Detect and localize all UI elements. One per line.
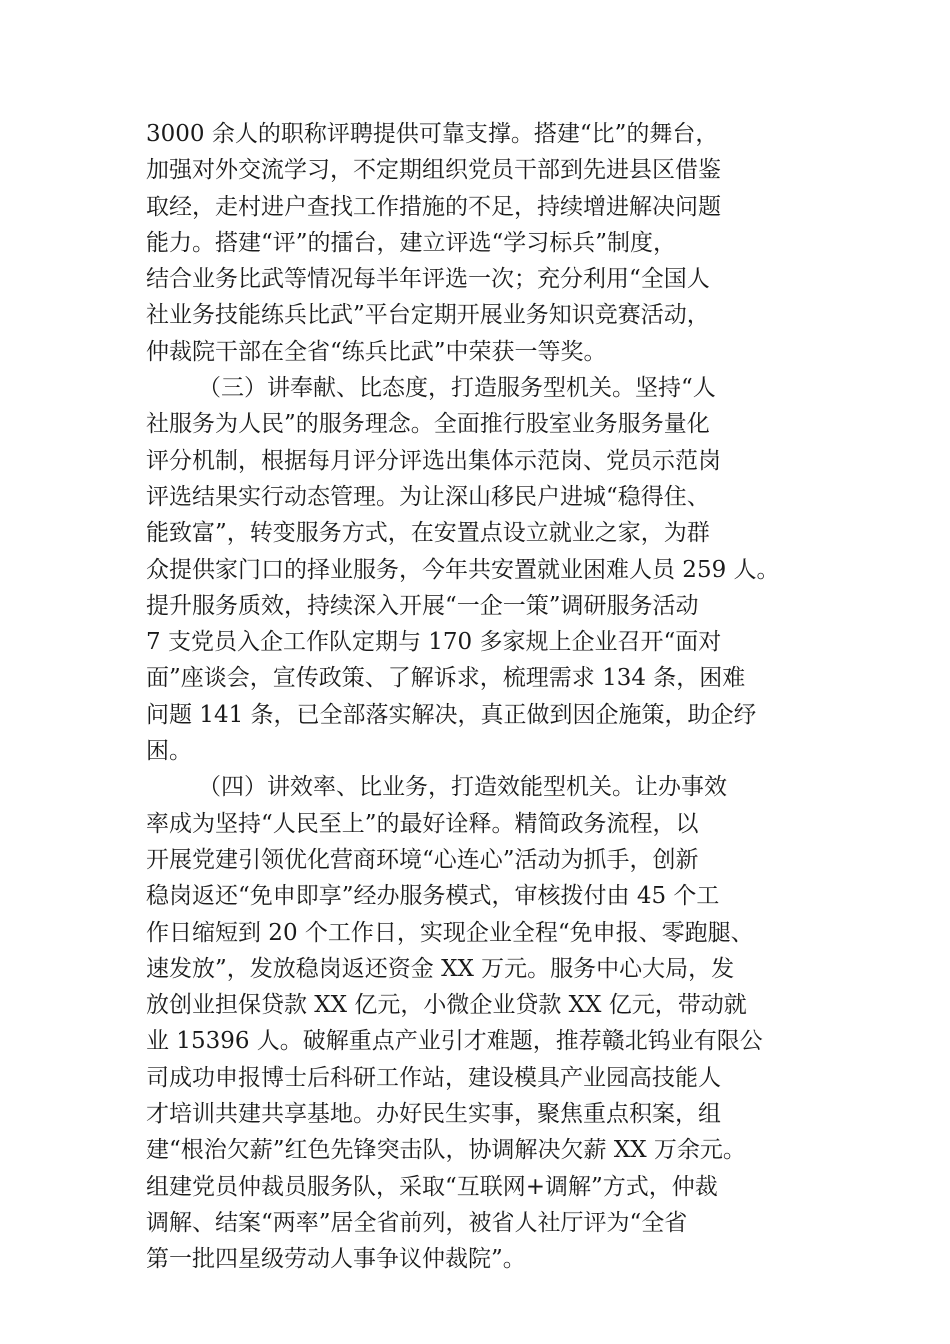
text-line: 7 支党员入企工作队定期与 170 多家规上企业召开“面对 <box>146 629 722 656</box>
text-line: 才培训共建共享基地。办好民生实事，聚焦重点积案，组 <box>146 1101 721 1128</box>
text-line: 社服务为人民”的服务理念。全面推行股室业务服务量化 <box>146 411 710 438</box>
text-line: 社业务技能练兵比武”平台定期开展业务知识竞赛活动， <box>146 302 710 329</box>
text-line: 众提供家门口的择业服务，今年共安置就业困难人员 259 人。 <box>146 556 780 583</box>
text-line: 能致富”，转变服务方式，在安置点设立就业之家，为群 <box>146 520 710 547</box>
text-line: 率成为坚持“人民至上”的最好诠释。精简政务流程，以 <box>146 810 699 837</box>
text-line: 仲裁院干部在全省“练兵比武”中荣获一等奖。 <box>146 338 607 365</box>
text-line: 加强对外交流学习，不定期组织党员干部到先进县区借鉴 <box>146 157 721 184</box>
text-line: 业 15396 人。破解重点产业引才难题，推荐赣北钨业有限公 <box>146 1028 763 1055</box>
text-line: 司成功申报博士后科研工作站，建设模具产业园高技能人 <box>146 1064 721 1091</box>
text-line: 速发放”，发放稳岗返还资金 XX 万元。服务中心大局，发 <box>146 955 735 982</box>
text-line: 调解、结案“两率”居全省前列，被省人社厅评为“全省 <box>146 1209 688 1236</box>
text-line: 问题 141 条，已全部落实解决，真正做到因企施策，助企纾 <box>146 701 757 728</box>
text-line: 放创业担保贷款 XX 亿元，小微企业贷款 XX 亿元，带动就 <box>146 992 747 1019</box>
paragraph-heading-line: （四）讲效率、比业务，打造效能型机关。让办事效 <box>198 774 727 801</box>
text-line: 3000 余人的职称评聘提供可靠支撑。搭建“比”的舞台， <box>146 121 719 147</box>
text-line: 建“根治欠薪”红色先锋突击队，协调解决欠薪 XX 万余元。 <box>146 1137 746 1164</box>
paragraph-heading-line: （三）讲奉献、比态度，打造服务型机关。坚持“人 <box>198 375 716 402</box>
text-line: 组建党员仲裁员服务队，采取“互联网+调解”方式，仲裁 <box>146 1173 718 1200</box>
text-line: 能力。搭建“评”的擂台，建立评选“学习标兵”制度， <box>146 229 677 256</box>
text-line: 面”座谈会，宣传政策、了解诉求，梳理需求 134 条，困难 <box>146 665 746 692</box>
text-line: 结合业务比武等情况每半年评选一次；充分利用“全国人 <box>146 266 710 293</box>
text-line: 稳岗返还“免申即享”经办服务模式，审核拨付由 45 个工 <box>146 883 720 910</box>
text-line: 第一批四星级劳动人事争议仲裁院”。 <box>146 1246 526 1273</box>
text-line: 作日缩短到 20 个工作日，实现企业全程“免申报、零跑腿、 <box>146 919 754 946</box>
text-line: 提升服务质效，持续深入开展“一企一策”调研服务活动 <box>146 592 699 619</box>
text-line: 开展党建引领优化营商环境“心连心”活动为抓手，创新 <box>146 846 699 873</box>
text-line: 评分机制，根据每月评分评选出集体示范岗、党员示范岗 <box>146 447 721 474</box>
text-line: 困。 <box>146 738 192 765</box>
body-text <box>146 116 816 1278</box>
text-line: 取经，走村进户查找工作措施的不足，持续增进解决问题 <box>146 193 721 220</box>
text-line: 评选结果实行动态管理。为让深山移民户进城“稳得住、 <box>146 483 710 510</box>
